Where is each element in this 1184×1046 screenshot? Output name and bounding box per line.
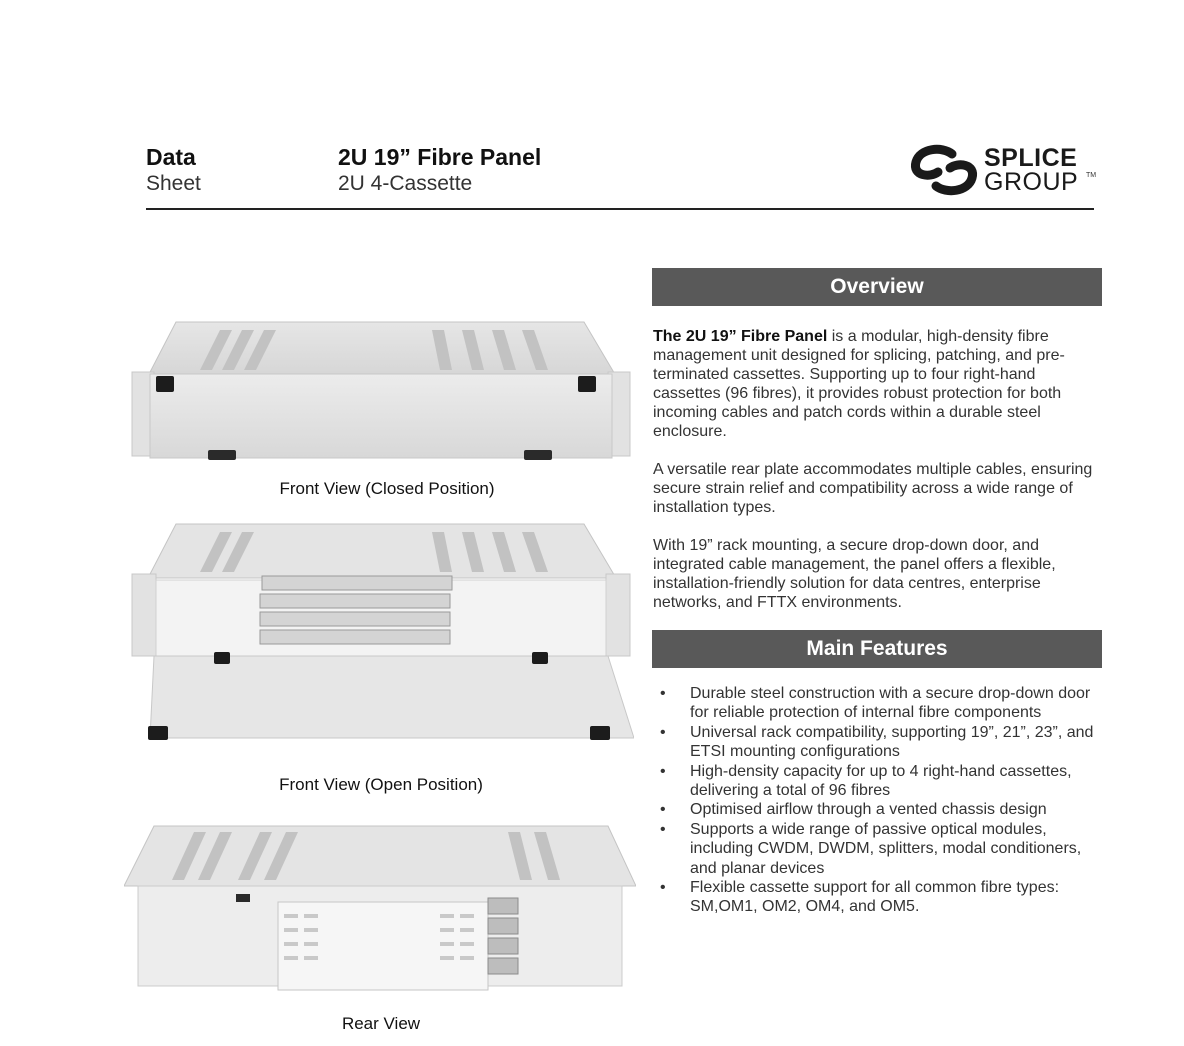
- overview-paragraph-1-text: is a modular, high-density fibre management unit designed for splicing, patching, and pre-terminated cassettes. Supporting up to four right-hand cassettes (96 fibres), it provides robust protection for both incoming cables and patch cords within a durable steel enclosure.: [653, 328, 1065, 440]
- list-item: [652, 684, 1112, 723]
- logo-trademark: TM: [1086, 172, 1097, 179]
- feature-text: Supports a wide range of passive optical modules, including CWDM, DWDM, splitters, modal conditioners, and planar devices: [690, 820, 1082, 877]
- splice-group-logo: [908, 144, 1098, 196]
- header-divider: [146, 208, 1094, 210]
- list-item: [652, 820, 1112, 878]
- doc-type-label: Data: [146, 144, 196, 170]
- list-item: [652, 878, 1112, 917]
- feature-text: High-density capacity for up to 4 right-hand cassettes, delivering a total of 96 fibres: [690, 762, 1072, 800]
- caption-rear: Rear View: [341, 1014, 421, 1033]
- feature-text: Flexible cassette support for all common fibre types: SM,OM1, OM2, OM4, and OM5.: [690, 879, 1060, 916]
- list-item: [652, 723, 1112, 762]
- overview-heading: Overview: [652, 268, 1102, 306]
- rear-view-image: [124, 822, 636, 996]
- features-heading: Main Features: [652, 630, 1102, 668]
- logo-text-splice: SPLICE: [984, 144, 1078, 172]
- logo-text-group: GROUP: [984, 168, 1079, 196]
- bullet: •: [660, 762, 666, 780]
- list-item: [652, 800, 1112, 819]
- bullet: •: [660, 820, 666, 838]
- splice-logo-icon: [908, 144, 980, 196]
- caption-front-open: Front View (Open Position): [279, 775, 483, 794]
- overview-paragraph-3: With 19” rack mounting, a secure drop-down door, and integrated cable management, the panel offers a flexible, installation-friendly solution for data centres, enterprise networks, and FTTX environments.: [653, 537, 1056, 611]
- caption-front-closed: Front View (Closed Position): [279, 479, 495, 498]
- bullet: •: [660, 685, 666, 702]
- front-view-open-image: [128, 518, 634, 754]
- bullet: •: [660, 723, 666, 741]
- front-view-closed-image: [128, 316, 634, 466]
- feature-text: Universal rack compatibility, supporting 19”, 21”, 23”, and ETSI mounting configurations: [690, 723, 1094, 761]
- overview-product-name: The 2U 19” Fibre Panel: [653, 328, 828, 345]
- bullet: •: [660, 801, 666, 819]
- overview-paragraph-2: A versatile rear plate accommodates multiple cables, ensuring secure strain relief and compatibility across a wide range of installation types.: [653, 461, 1093, 516]
- features-list: [652, 684, 1112, 917]
- list-item: [652, 762, 1112, 801]
- overview-paragraph-1: [653, 327, 1103, 441]
- bullet: •: [660, 879, 666, 897]
- feature-text: Durable steel construction with a secure drop-down door for reliable protection of internal fibre components: [690, 685, 1091, 722]
- doc-type-sublabel: Sheet: [146, 172, 201, 195]
- page-title: 2U 19” Fibre Panel: [338, 144, 542, 170]
- feature-text: Optimised airflow through a vented chassis design: [690, 801, 1047, 819]
- page-subtitle: 2U 4-Cassette: [338, 172, 473, 195]
